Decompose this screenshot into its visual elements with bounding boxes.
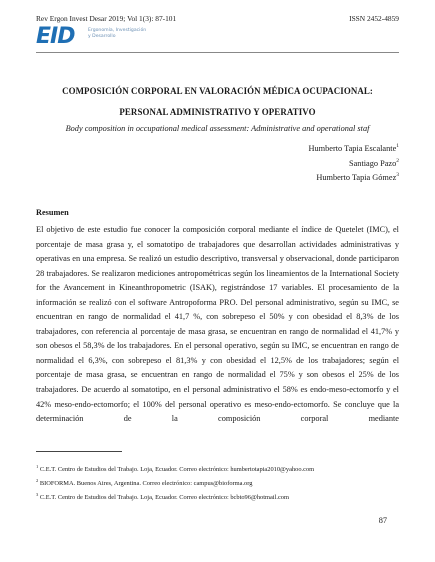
page-number: 87 (378, 516, 387, 525)
footnote-3: $^3$ C.E.T. Centro de Estudios del Trabajo. Loja, Ecuador. Correo electrónico: bcbto96@hotmail.com (36, 492, 289, 502)
author-1: Humberto Tapia Escalante$^1$ (308, 143, 399, 153)
english-title: Body composition in occupational medical assessment: Administrative and operational staf (65, 124, 370, 133)
header-rule (36, 52, 399, 53)
logo-mark: EID (36, 24, 75, 49)
issn: ISSN 2452-4859 (349, 14, 399, 23)
footnote-1: $^1$ C.E.T. Centro de Estudios del Trabajo. Loja, Ecuador. Correo electrónico: humbertotapia2010@yahoo.com (36, 464, 315, 474)
running-header (36, 14, 399, 23)
footnote-2: $^2$ BIOFORMA. Buenos Aires, Argentina. Correo electrónico: campus@bioforma.org (36, 478, 253, 488)
section-heading: Resumen (36, 208, 69, 217)
journal-citation: Rev Ergon Invest Desar 2019; Vol 1(3): 87-101 (36, 14, 177, 23)
author-2: Santiago Pazo$^2$ (349, 158, 399, 168)
footnote-rule (36, 451, 122, 452)
logo-subtitle: Ergonomía, Investigación y Desarrollo (88, 28, 147, 39)
article-title-line-2: PERSONAL ADMINISTRATIVO Y OPERATIVO (119, 107, 316, 117)
abstract-text: El objetivo de este estudio fue conocer la composición corporal mediante el índice de Quetelet (IMC), el porcentaje de masa grasa y, el somatotipo de trabajadores que desarrollan actividades administrativas y operativas en una empresa. Se realizó un estudio descriptivo, transversal y observacional, donde participaron 28 trabajadores. Se realizaron mediciones antropométricas según los lineamientos de la International Society for the Avancement in Kineanthropometric (ISAK), registrándose 17 variables. El procesamiento de la información se realizó con el software Antropoforma PRO. Del personal administrativo, según su IMC, se encuentran en rango de normalidad el 41,7 %, con sobrepeso el 50% y con obesidad el 8,3% de los trabajadores, con referencia al porcentaje de masa grasa, se encuentran en rango de normalidad el 41,7% y son obesos el 58,3% de los trabajadores. En el personal operativo, según su IMC, se encuentran en rango de normalidad el 6,3%, con sobrepeso el 81,3% y con obesidad el 12,5% de los trabajadores; según el porcentaje de masa grasa, se encuentran en rango de normalidad el 75% y son obesos el 25% de los trabajadores. De acuerdo al somatotipo, en el personal administrativo el 58% es endo-meso-ectomorfo y el 42% meso-endo-ectomorfo; el 100% del personal operativo es meso-endo-ectomorfo. Se concluye que la determinación de la composición corporal mediante (36, 225, 399, 424)
journal-logo (36, 24, 146, 52)
author-3: Humberto Tapia Gómez$^3$ (316, 172, 399, 182)
article-title-line-1: COMPOSICIÓN CORPORAL EN VALORACIÓN MÉDICA OCUPACIONAL: (62, 86, 373, 96)
